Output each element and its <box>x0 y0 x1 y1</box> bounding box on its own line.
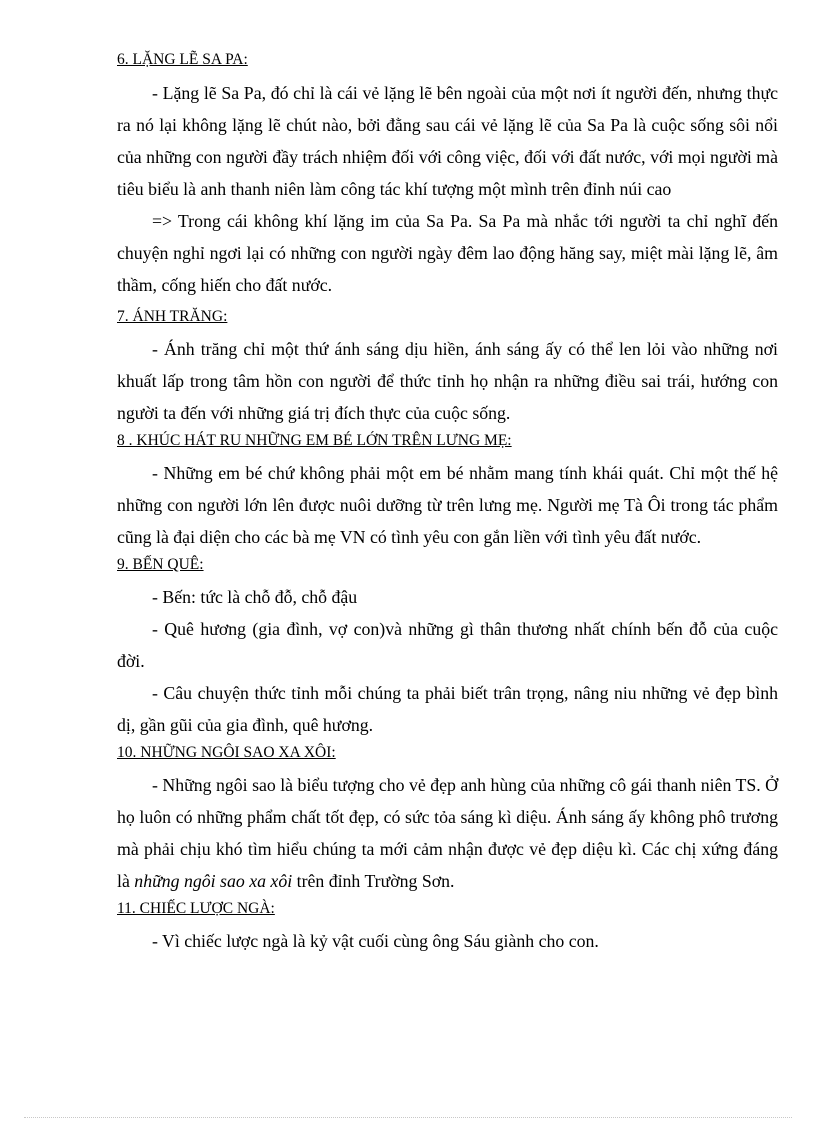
document-page <box>117 50 778 957</box>
section-nhung-ngoi-sao-xa-xoi <box>117 743 778 897</box>
paragraph: - Những em bé chứ không phải một em bé nhằm mang tính khái quát. Chỉ một thế hệ những con người lớn lên được nuôi dưỡng từ trên lưng mẹ. Người mẹ Tà Ôi trong tác phẩm cũng là đại diện cho các bà mẹ VN có tình yêu con gắn liền với tình yêu đất nước. <box>117 463 778 547</box>
paragraph-text: - Những ngôi sao là biểu tượng cho vẻ đẹp anh hùng của những cô gái thanh niên TS. Ở họ luôn có những phẩm chất tốt đẹp, có sức tỏa sáng kì diệu. Ánh sáng ấy không phô trương mà phải chịu khó tìm hiểu chúng ta mới cảm nhận được vẻ đẹp diệu kì. Các chị xứng đáng là <box>117 775 778 891</box>
section-heading: 6. LẶNG LẼ SA PA: <box>117 51 248 68</box>
paragraph: - Ánh trăng chỉ một thứ ánh sáng dịu hiền, ánh sáng ấy có thể len lỏi vào những nơi khuất lấp trong tâm hồn con người để thức tỉnh họ nhận ra những điều sai trái, hướng con người ta đến với những giá trị đích thực của cuộc sống. <box>117 339 778 423</box>
section-ben-que <box>117 555 778 741</box>
paragraph: - Câu chuyện thức tỉnh mỗi chúng ta phải biết trân trọng, nâng niu những vẻ đẹp bình dị, gần gũi của gia đình, quê hương. <box>117 683 778 735</box>
page-bottom-divider <box>24 1117 792 1118</box>
paragraph: - Quê hương (gia đình, vợ con)và những gì thân thương nhất chính bến đỗ của cuộc đời. <box>117 619 778 671</box>
section-khuc-hat-ru <box>117 431 778 553</box>
section-anh-trang <box>117 307 778 429</box>
paragraph: - Vì chiếc lược ngà là kỷ vật cuối cùng ông Sáu giành cho con. <box>152 931 599 951</box>
section-lang-le-sa-pa <box>117 50 778 301</box>
paragraph: => Trong cái không khí lặng im của Sa Pa. Sa Pa mà nhắc tới người ta chỉ nghĩ đến chuyện nghỉ ngơi lại có những con người ngày đêm lao động hăng say, miệt mài lặng lẽ, âm thầm, cống hiến cho đất nước. <box>117 211 778 295</box>
paragraph <box>117 769 778 897</box>
section-heading: 11. CHIẾC LƯỢC NGÀ: <box>117 900 275 917</box>
paragraph-text: trên đỉnh Trường Sơn. <box>296 871 455 891</box>
section-heading: 10. NHỮNG NGÔI SAO XA XÔI: <box>117 744 336 761</box>
italic-title: những ngôi sao xa xôi <box>134 871 293 891</box>
paragraph: - Lặng lẽ Sa Pa, đó chỉ là cái vẻ lặng lẽ bên ngoài của một nơi ít người đến, nhưng thực ra nó lại không lặng lẽ chút nào, bởi đằng sau cái vẻ lặng lẽ của Sa Pa là cuộc sống sôi nổi của những con người đầy trách nhiệm đối với công việc, đối với đất nước, với mọi người mà tiêu biểu là anh thanh niên làm công tác khí tượng một mình trên đỉnh núi cao <box>117 83 778 199</box>
paragraph: - Bến: tức là chỗ đỗ, chỗ đậu <box>152 587 358 607</box>
section-chiec-luoc-nga <box>117 899 778 957</box>
section-heading: 9. BẾN QUÊ: <box>117 556 204 573</box>
section-heading: 7. ÁNH TRĂNG: <box>117 308 228 325</box>
section-heading: 8 . KHÚC HÁT RU NHỮNG EM BÉ LỚN TRÊN LƯNG MẸ: <box>117 432 512 449</box>
